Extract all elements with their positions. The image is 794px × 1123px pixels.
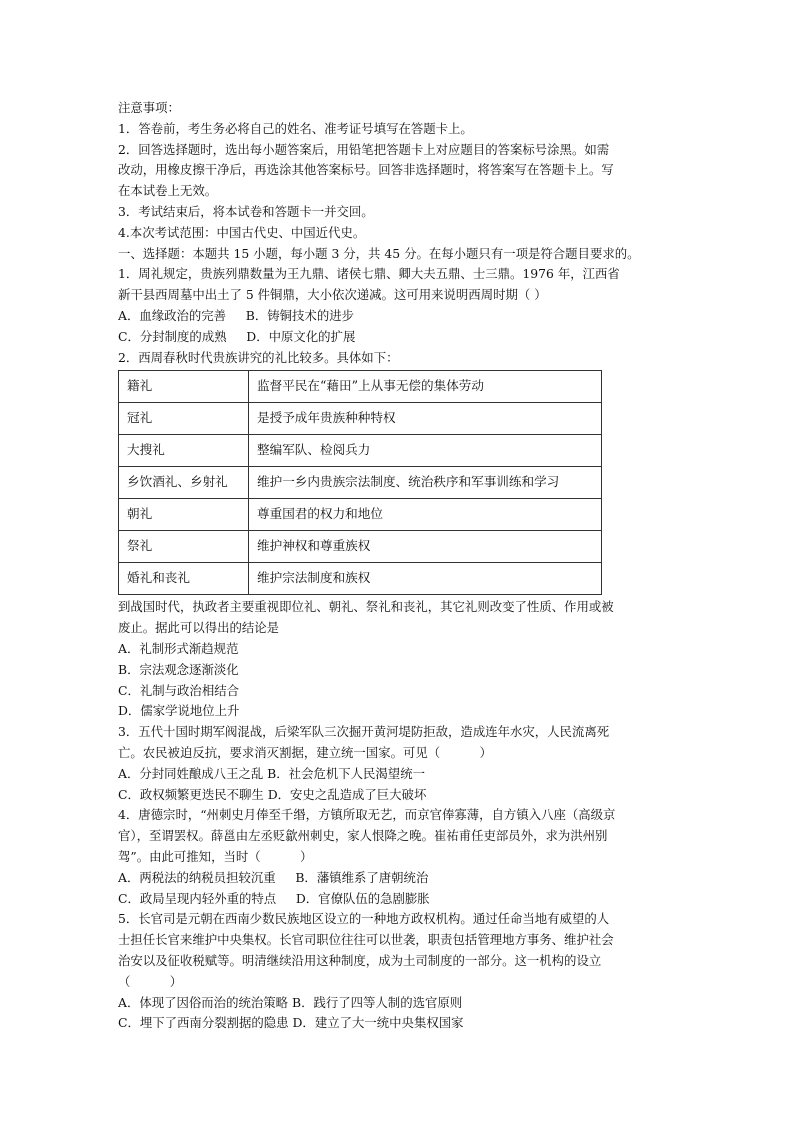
- table-row: [119, 435, 602, 467]
- notice-item: 在本试卷上无效。: [118, 183, 218, 199]
- question-4-options: A．两税法的纳税员担较沉重 B．藩镇维系了唐朝统治: [118, 869, 429, 885]
- question-5-options: C．埋下了西南分裂割据的隐患 D．建立了大一统中央集权国家: [118, 1015, 464, 1031]
- notice-item: 1．答卷前，考生务必将自己的姓名、准考证号填写在答题卡上。: [118, 120, 473, 136]
- question-5-stem: （ ）: [118, 973, 183, 989]
- question-2-option: C．礼制与政治相结合: [118, 682, 239, 698]
- rites-table: [118, 370, 602, 595]
- table-row: [119, 499, 602, 531]
- notice-item: 2．回答选择题时，选出每小题答案后，用铅笔把答题卡上对应题目的答案标号涂黑。如需: [118, 141, 610, 157]
- question-4-stem: 驾”。由此可推知，当时（ ）: [118, 848, 313, 864]
- table-row: [119, 531, 602, 563]
- question-2-option: A．礼制形式渐趋规范: [118, 640, 239, 656]
- rite-name: 婚礼和丧礼: [119, 563, 249, 595]
- rite-name: 朝礼: [119, 499, 249, 531]
- question-1-options: A．血缘政治的完善 B．铸铜技术的进步: [118, 307, 354, 323]
- rite-name: 祭礼: [119, 531, 249, 563]
- rite-description: 维护一乡内贵族宗法制度、统治秩序和军事训练和学习: [249, 467, 602, 499]
- rite-name: 籍礼: [119, 371, 249, 403]
- question-4-stem: 4．唐德宗时，“州刺史月俸至千缗，方镇所取无艺，而京官俸寡薄，自方镇入八座（高级京: [118, 807, 616, 823]
- question-3-stem: 亡。农民被迫反抗，要求消灭割据，建立统一国家。可见（ ）: [118, 744, 492, 760]
- table-row: [119, 403, 602, 435]
- rite-description: 整编军队、检阅兵力: [249, 435, 602, 467]
- question-1-options: C．分封制度的成熟 D．中原文化的扩展: [118, 328, 356, 344]
- question-3-stem: 3．五代十国时期军阀混战，后梁军队三次掘开黄河堤防拒敌，造成连年水灾，人民流离死: [118, 724, 610, 740]
- question-1-stem: 新干县西周墓中出土了 5 件铜鼎，大小依次递减。这可用来说明西周时期（ ）: [118, 287, 547, 303]
- question-5-stem: 治安以及征收税赋等。明清继续沿用这种制度，成为土司制度的一部分。这一机构的设立: [118, 952, 602, 968]
- rite-description: 尊重国君的权力和地位: [249, 499, 602, 531]
- question-3-options: A．分封同姓酿成八王之乱 B．社会危机下人民渴望统一: [118, 765, 425, 781]
- question-5-stem: 士担任长官来维护中央集权。长官司职位往往可以世袭，职责包括管理地方事务、维护社会: [118, 932, 614, 948]
- rite-name: 大搜礼: [119, 435, 249, 467]
- rite-name: 冠礼: [119, 403, 249, 435]
- table-row: [119, 563, 602, 595]
- notice-item: 改动，用橡皮擦干净后，再选涂其他答案标号。回答非选择题时，将答案写在答题卡上。写: [118, 162, 614, 178]
- table-row: [119, 371, 602, 403]
- question-4-options: C．政局呈现内轻外重的特点 D．官僚队伍的急剧膨胀: [118, 890, 430, 906]
- exam-page: [118, 98, 678, 1034]
- rite-description: 是授予成年贵族种种特权: [249, 403, 602, 435]
- section-heading: 一、选择题：本题共 15 小题，每小题 3 分，共 45 分。在每小题只有一项是符合题目要求的。: [118, 245, 640, 261]
- question-2-intro: 2．西周春秋时代贵族讲究的礼比较多。具体如下：: [118, 349, 399, 365]
- rite-name: 乡饮酒礼、乡射礼: [119, 467, 249, 499]
- question-5-stem: 5．长官司是元朝在西南少数民族地区设立的一种地方政权机构。通过任命当地有威望的人: [118, 911, 610, 927]
- question-4-stem: 官），至谓罢权。薛邕由左丞贬歙州刺史，家人恨降之晚。崔祐甫任吏部员外，求为洪州别: [118, 828, 608, 844]
- rite-description: 维护宗法制度和族权: [249, 563, 602, 595]
- rite-description: 监督平民在“藉田”上从事无偿的集体劳动: [249, 371, 602, 403]
- notice-item: 3．考试结束后，将本试卷和答题卡一并交回。: [118, 203, 374, 219]
- table-row: [119, 467, 602, 499]
- question-5-options: A．体现了因俗而治的统治策略 B．践行了四等人制的选官原则: [118, 994, 463, 1010]
- question-3-options: C．政权频繁更迭民不聊生 D．安史之乱造成了巨大破坏: [118, 786, 427, 802]
- rite-description: 维护神权和尊重族权: [249, 531, 602, 563]
- question-2-stem: 废止。据此可以得出的结论是: [118, 620, 280, 636]
- question-1-stem: 1．周礼规定，贵族列鼎数量为王九鼎、诸侯七鼎、卿大夫五鼎、士三鼎。1976 年，江西省: [118, 266, 620, 282]
- notice-item: 4.本次考试范围：中国古代史、中国近代史。: [118, 224, 366, 240]
- question-2-option: D．儒家学说地位上升: [118, 703, 240, 719]
- question-2-stem: 到战国时代，执政者主要重视即位礼、朝礼、祭礼和丧礼，其它礼则改变了性质、作用或被: [118, 599, 614, 615]
- notice-title: 注意事项：: [118, 100, 180, 115]
- question-2-option: B．宗法观念逐渐淡化: [118, 661, 239, 677]
